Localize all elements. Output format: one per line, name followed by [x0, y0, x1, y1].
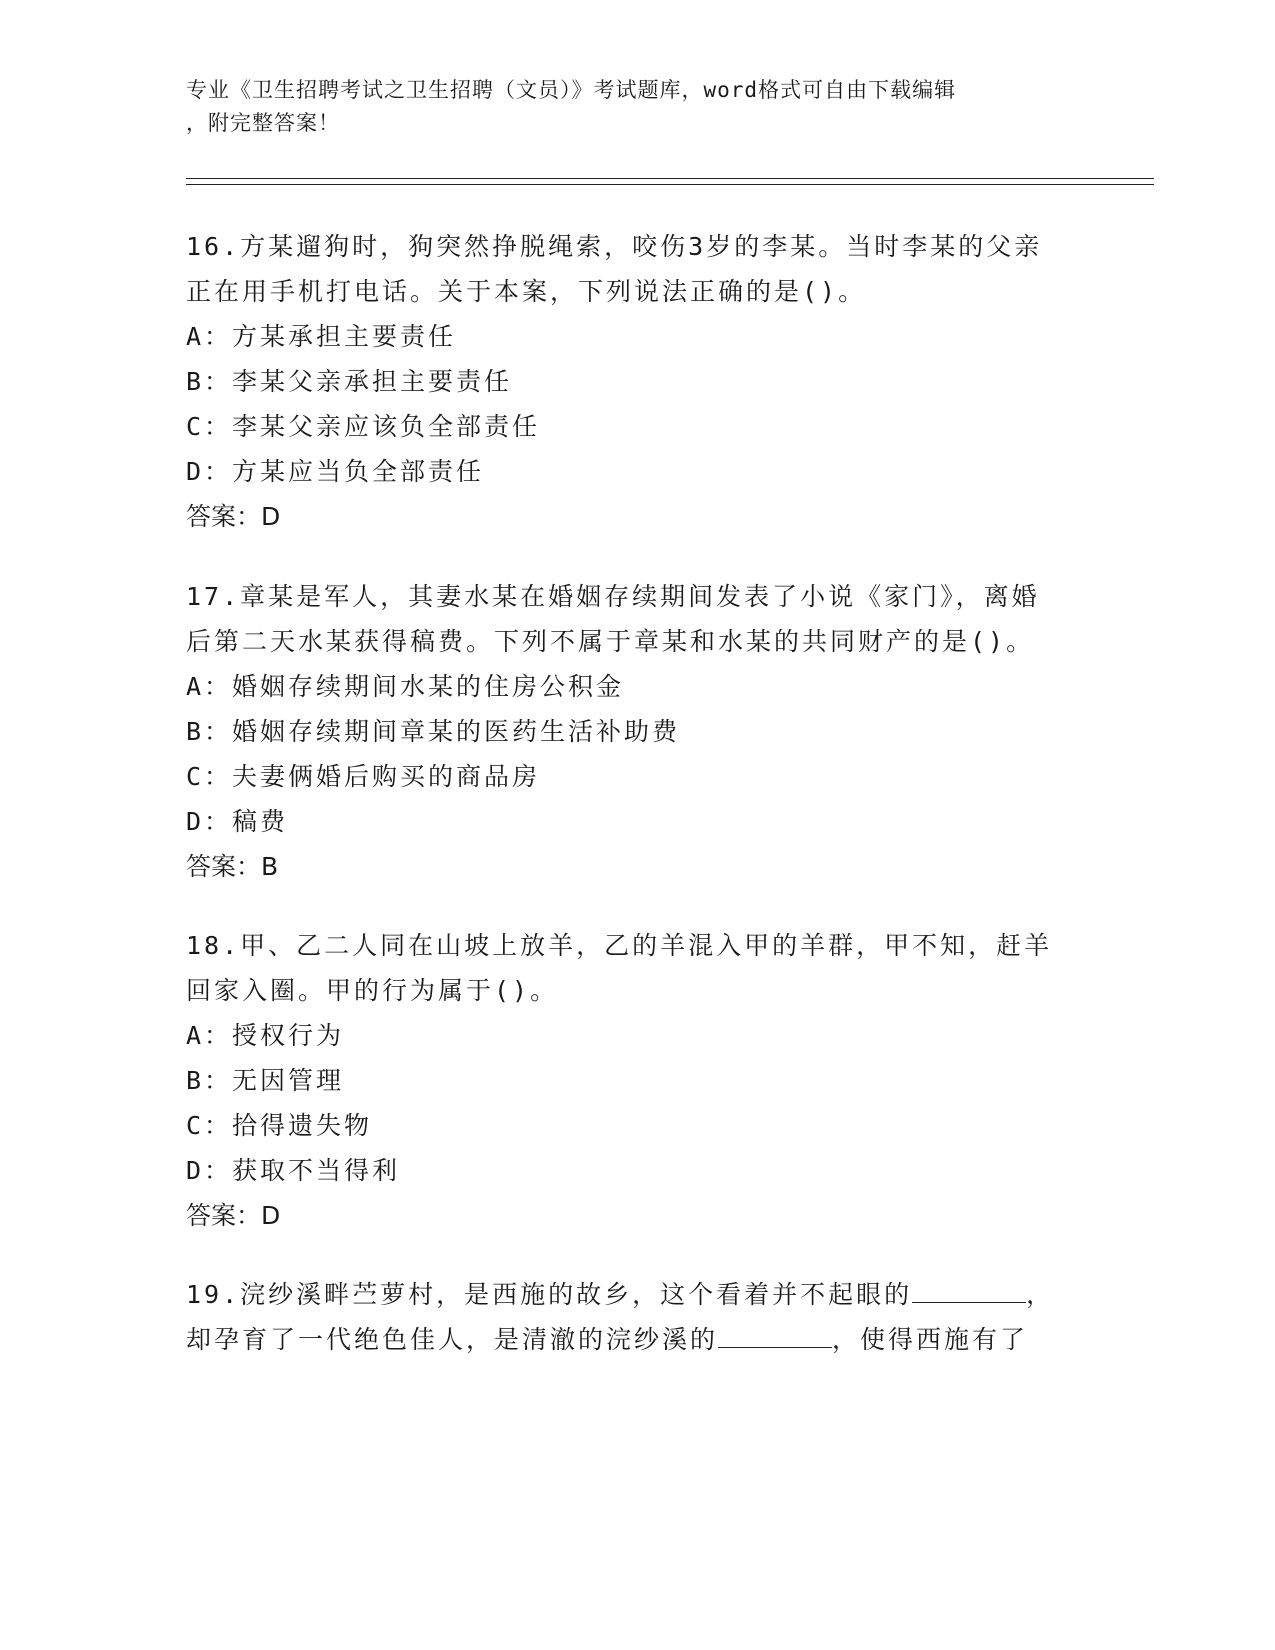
option-c: C：夫妻俩婚后购买的商品房 — [186, 762, 541, 791]
option-a: A：授权行为 — [186, 1021, 345, 1050]
answer-label: 答案：D — [186, 502, 281, 531]
stem-text-3: ，使得西施有了 — [832, 1325, 1029, 1354]
option-a: A：婚姻存续期间水某的住房公积金 — [186, 672, 625, 701]
header-line-2: ，附完整答案！ — [186, 111, 340, 135]
stem-text-1: 19.浣纱溪畔苎萝村，是西施的故乡，这个看着并不起眼的 — [186, 1280, 913, 1309]
question-stem: 17.章某是军人，其妻水某在婚姻存续期间发表了小说《家门》，离婚后第二天水某获得稿费。下列不属于章某和水某的共同财产的是()。 — [186, 582, 1040, 656]
question-18 — [186, 923, 1066, 1238]
option-d: D：稿费 — [186, 807, 289, 836]
question-stem: 16.方某遛狗时，狗突然挣脱绳索，咬伤3岁的李某。当时李某的父亲正在用手机打电话。关于本案，下列说法正确的是()。 — [186, 232, 1043, 306]
option-b: B：李某父亲承担主要责任 — [186, 367, 513, 396]
option-d: D：方某应当负全部责任 — [186, 457, 485, 486]
question-19 — [186, 1272, 1066, 1362]
answer-label: 答案：D — [186, 1201, 281, 1230]
option-c: C：拾得遗失物 — [186, 1111, 373, 1140]
option-c: C：李某父亲应该负全部责任 — [186, 412, 541, 441]
header-line-1: 专业《卫生招聘考试之卫生招聘（文员）》考试题库，word格式可自由下载编辑 — [186, 78, 957, 102]
document-header — [186, 74, 1066, 140]
header-divider — [186, 178, 1154, 185]
question-stem: 18.甲、乙二人同在山坡上放羊，乙的羊混入甲的羊群，甲不知，赶羊回家入圈。甲的行为属于()。 — [186, 931, 1053, 1005]
question-stem — [186, 1272, 1066, 1362]
fill-blank-2 — [718, 1321, 832, 1348]
option-b: B：无因管理 — [186, 1066, 345, 1095]
option-d: D：获取不当得利 — [186, 1156, 401, 1185]
answer-label: 答案：B — [186, 852, 279, 881]
option-b: B：婚姻存续期间章某的医药生活补助费 — [186, 717, 681, 746]
stem-text-2: ，却孕育了一代绝色佳人，是清澈的浣纱溪的 — [186, 1280, 1055, 1354]
question-17 — [186, 574, 1066, 889]
question-16 — [186, 224, 1066, 539]
option-a: A：方某承担主要责任 — [186, 322, 457, 351]
fill-blank-1 — [912, 1276, 1026, 1303]
